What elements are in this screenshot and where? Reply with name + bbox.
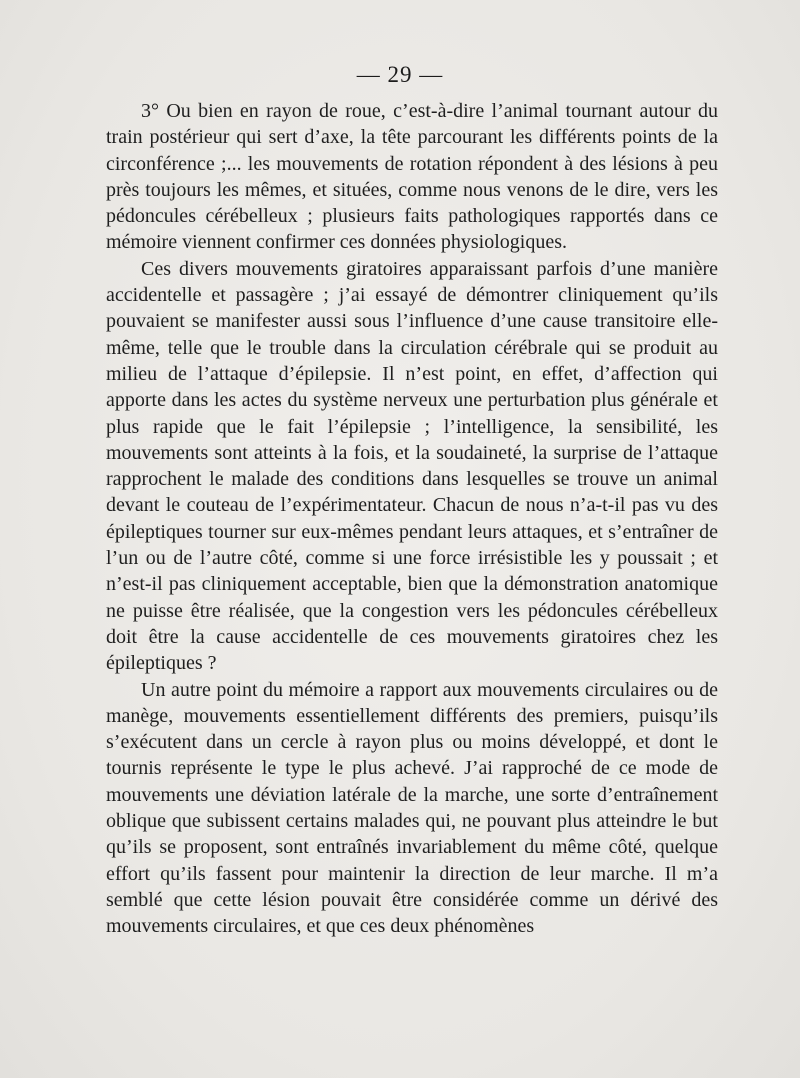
paragraph-2: Ces divers mouvements giratoires apparaissant parfois d’une manière accidentelle et passagère ; j’ai essayé de démontrer cliniquement qu’ils pouvaient se manifester aussi sous l’influence d’une cause transitoire elle-même, telle que le trouble dans la circulation cérébrale qui se produit au milieu de l’attaque d’épilepsie. Il n’est point, en effet, d’affection qui apporte dans les actes du système nerveux une perturbation plus générale et plus rapide que le fait l’épilepsie ; l’intelligence, la sensibilité, les mouvements sont atteints à la fois, et la soudaineté, la surprise de l’attaque rapprochent le malade des conditions dans lesquelles se trouve un animal devant le couteau de l’expérimentateur. Chacun de nous n’a-t-il pas vu des épileptiques tourner sur eux-mêmes pendant leurs attaques, et s’entraîner de l’un ou de l’autre côté, comme si une force irrésistible les y poussait ; et n’est-il pas cliniquement acceptable, bien que la démonstration anatomique ne puisse être réalisée, que la congestion vers les pédoncules cérébelleux doit être la cause accidentelle de ces mouvements giratoires chez les épileptiques ? <box>106 257 718 675</box>
page-number: — 29 — <box>356 62 444 87</box>
body-text <box>106 98 718 940</box>
paragraph-1: 3° Ou bien en rayon de roue, c’est-à-dire l’animal tournant autour du train postérieur qui sert d’axe, la tête parcourant les différents points de la circonférence ;... les mouvements de rotation répondent à des lésions à peu près toujours les mêmes, et situées, comme nous venons de le dire, vers les pédoncules cérébelleux ; plusieurs faits pathologiques rapportés dans ce mémoire viennent confirmer ces données physiologiques. <box>106 100 718 254</box>
paragraph-3: Un autre point du mémoire a rapport aux mouvements circulaires ou de manège, mouvements essentiellement différents des premiers, puisqu’ils s’exécutent dans un cercle à rayon plus ou moins développé, et dont le tournis représente le type le plus achevé. J’ai rapproché de ce mode de mouvements une déviation latérale de la marche, une sorte d’entraînement oblique que subissent certains malades qui, ne pouvant plus atteindre le but qu’ils se proposent, sont entraînés invariablement du même côté, quelque effort qu’ils fassent pour maintenir la direction de leur marche. Il m’a semblé que cette lésion pouvait être considérée comme un dérivé des mouvements circulaires, et que ces deux phénomènes <box>106 678 718 938</box>
